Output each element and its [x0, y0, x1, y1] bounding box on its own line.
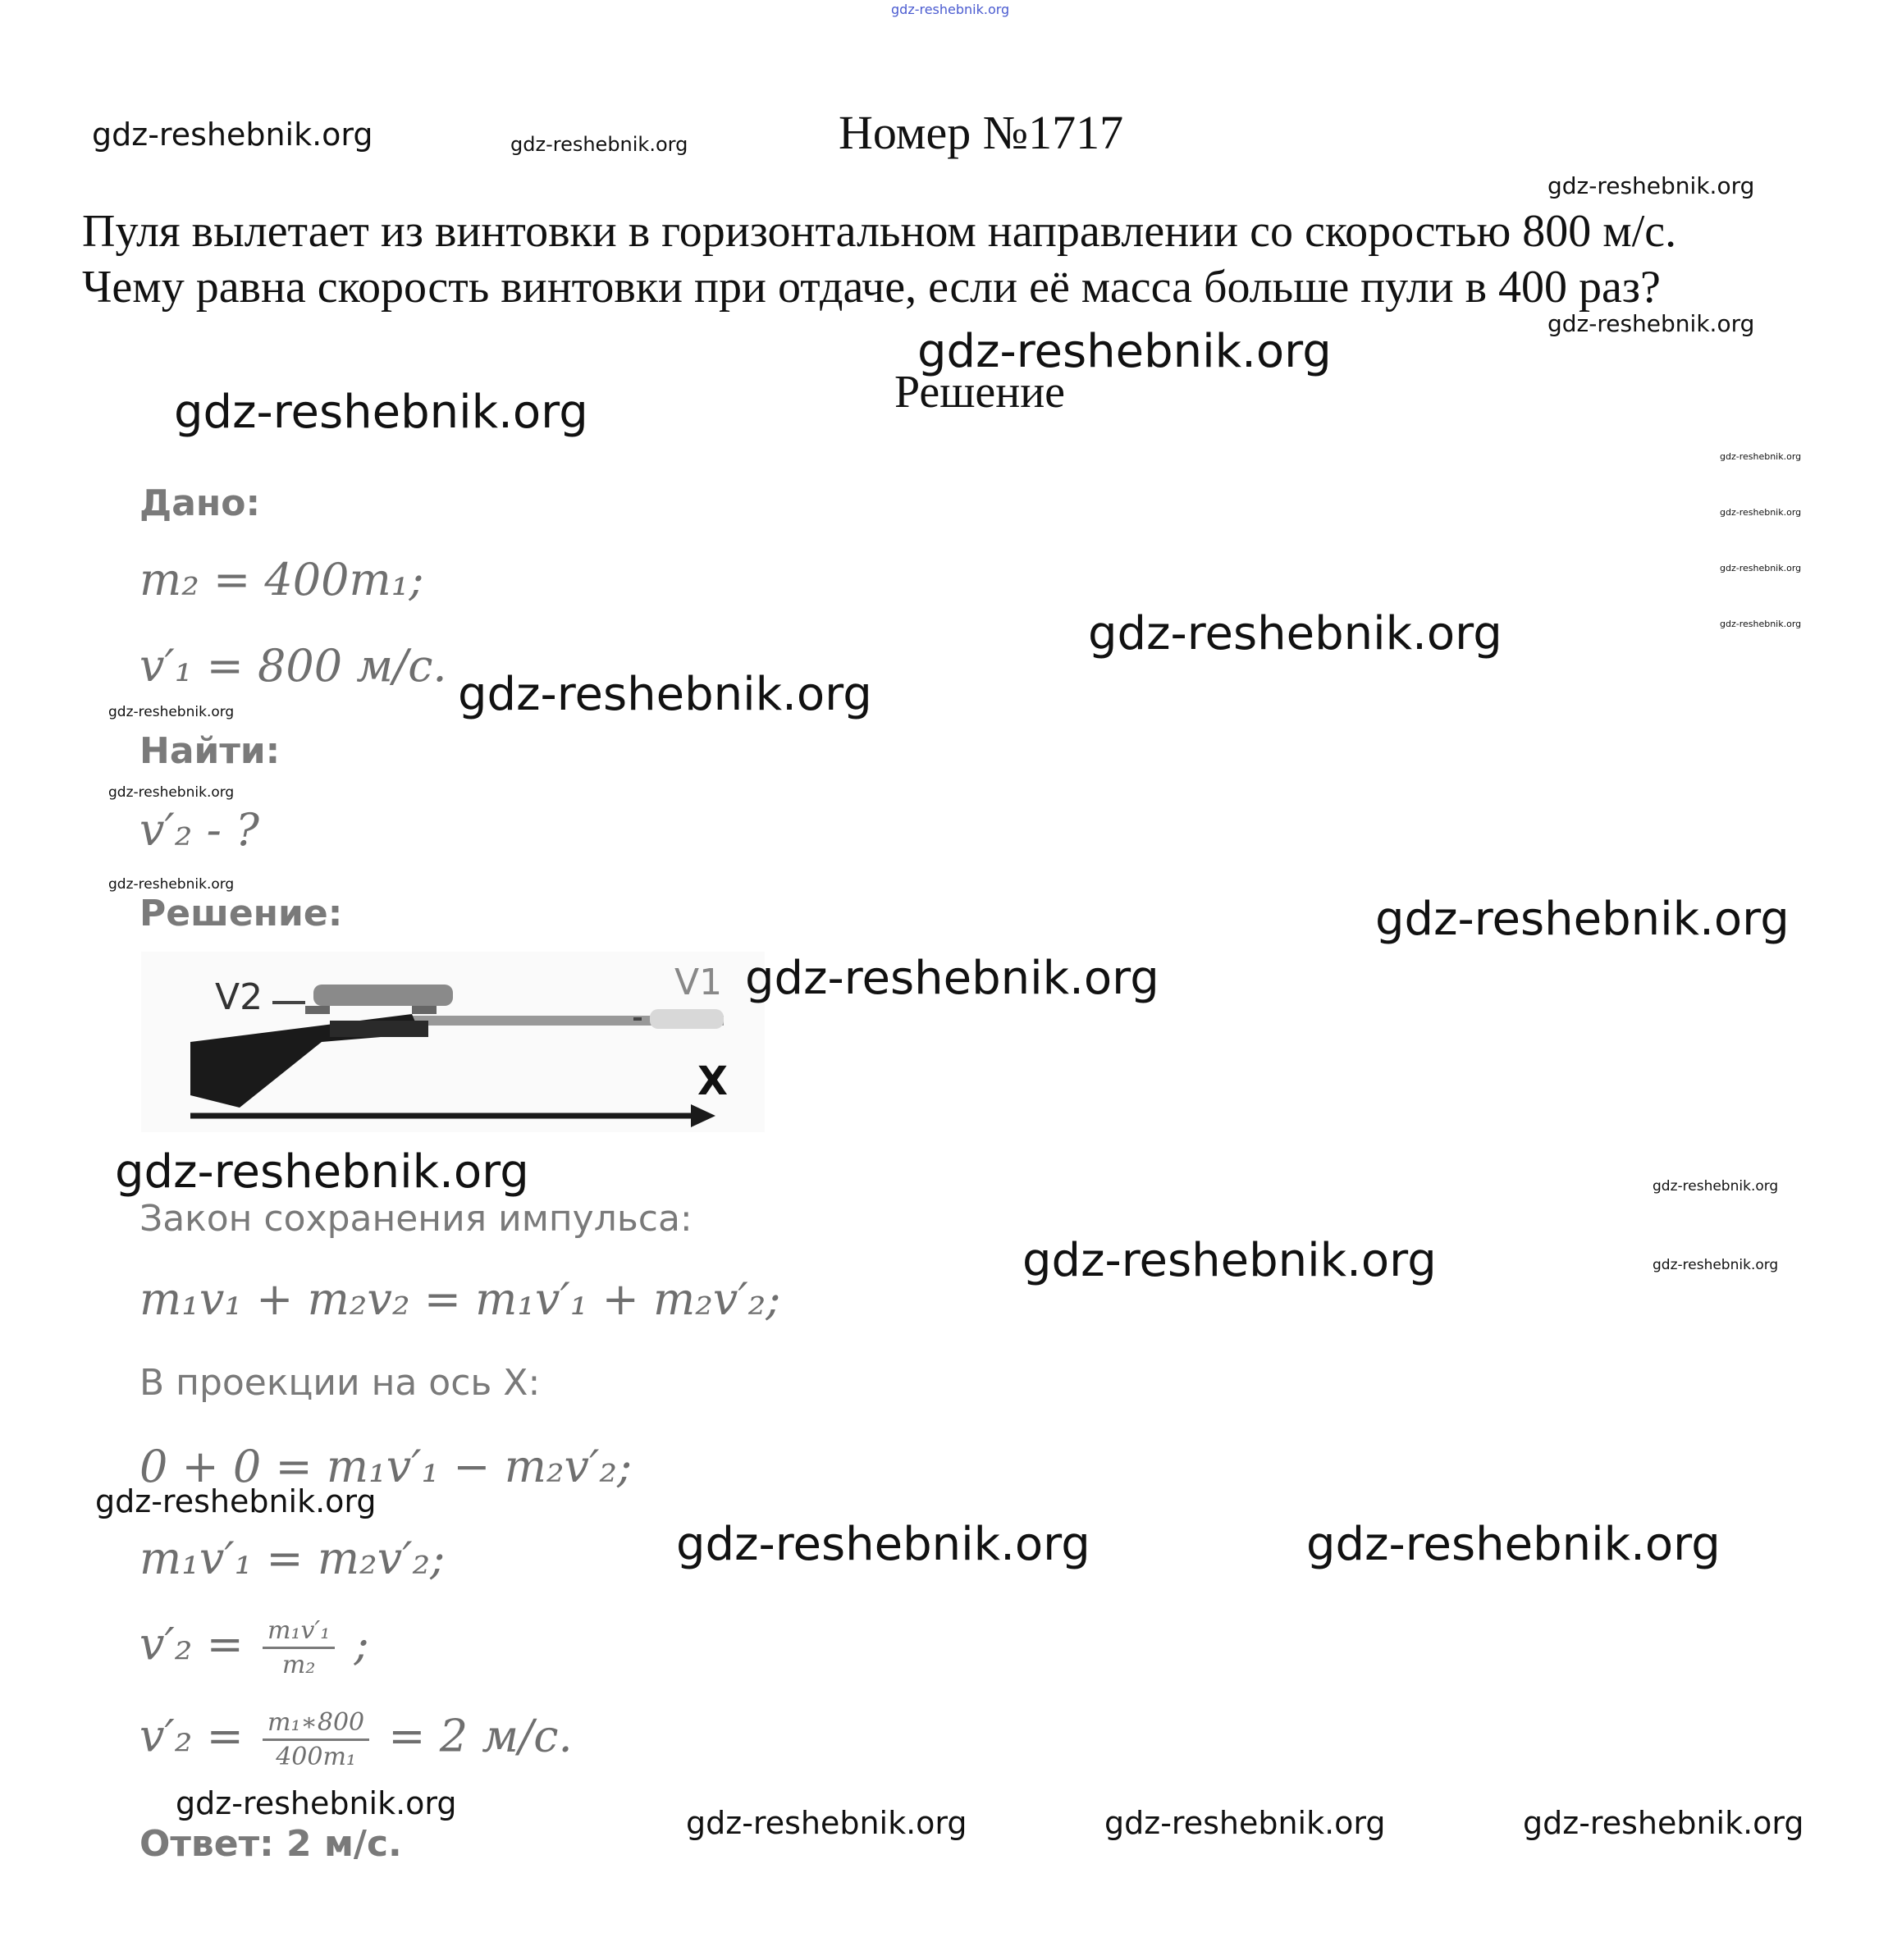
- given-eq-1: m₂ = 400m₁;: [139, 554, 424, 605]
- watermark: gdz-reshebnik.org: [1523, 1805, 1804, 1841]
- page-title: Номер №1717: [839, 106, 1124, 159]
- watermark: gdz-reshebnik.org: [108, 784, 235, 801]
- problem-line-2: Чему равна скорость винтовки при отдаче, если её масса больше пули в 400 раз?: [82, 262, 1661, 313]
- watermark: gdz-reshebnik.org: [1720, 619, 1802, 629]
- solution-label: Решение:: [139, 893, 343, 934]
- solution-heading: Решение: [894, 367, 1066, 418]
- top-watermark: gdz-reshebnik.org: [891, 2, 1010, 17]
- solution-eq-4: [139, 1616, 369, 1679]
- projection-text: В проекции на ось X:: [139, 1362, 541, 1404]
- find-eq: v′₂ - ?: [139, 804, 259, 856]
- watermark: gdz-reshebnik.org: [1653, 1178, 1779, 1195]
- watermark: gdz-reshebnik.org: [1547, 310, 1755, 337]
- eq4-lhs: v′₂ =: [139, 1618, 244, 1670]
- watermark: gdz-reshebnik.org: [1653, 1257, 1779, 1273]
- v1-label: V1: [674, 962, 723, 1003]
- solution-eq-3: m₁v′₁ = m₂v′₂;: [139, 1533, 446, 1584]
- watermark: gdz-reshebnik.org: [510, 133, 688, 156]
- eq5-denominator: 400m₁: [276, 1743, 356, 1771]
- watermark: gdz-reshebnik.org: [686, 1805, 967, 1841]
- watermark: gdz-reshebnik.org: [1022, 1234, 1437, 1287]
- watermark: gdz-reshebnik.org: [1547, 172, 1755, 199]
- eq5-lhs: v′₂ =: [139, 1710, 244, 1762]
- watermark: gdz-reshebnik.org: [1375, 893, 1790, 946]
- watermark: gdz-reshebnik.org: [745, 952, 1159, 1005]
- watermark: gdz-reshebnik.org: [1104, 1805, 1386, 1841]
- find-label: Найти:: [139, 730, 281, 772]
- watermark: gdz-reshebnik.org: [115, 1145, 529, 1199]
- given-eq-2: v′₁ = 800 м/с.: [139, 640, 447, 692]
- watermark: gdz-reshebnik.org: [108, 704, 235, 720]
- watermark: gdz-reshebnik.org: [108, 876, 235, 893]
- watermark: gdz-reshebnik.org: [1720, 507, 1802, 518]
- eq5-tail: = 2 м/с.: [388, 1710, 573, 1762]
- eq5-fraction: [263, 1708, 369, 1771]
- eq5-numerator: m₁∗800: [263, 1708, 369, 1741]
- eq4-numerator: m₁v′₁: [263, 1616, 335, 1649]
- solution-eq-2: 0 + 0 = m₁v′₁ − m₂v′₂;: [139, 1441, 633, 1492]
- watermark: gdz-reshebnik.org: [1720, 563, 1802, 573]
- bullet-shape: [650, 1009, 724, 1029]
- watermark: gdz-reshebnik.org: [1088, 607, 1502, 660]
- answer-text: Ответ: 2 м/с.: [139, 1823, 402, 1865]
- eq4-denominator: m₂: [281, 1651, 316, 1679]
- watermark: gdz-reshebnik.org: [917, 325, 1332, 378]
- eq4-tail: ;: [354, 1618, 369, 1670]
- watermark: gdz-reshebnik.org: [174, 386, 588, 439]
- eq4-fraction: [263, 1616, 335, 1679]
- watermark: gdz-reshebnik.org: [92, 117, 373, 153]
- rifle-figure: [141, 952, 765, 1132]
- watermark: gdz-reshebnik.org: [676, 1518, 1090, 1571]
- watermark: gdz-reshebnik.org: [1720, 451, 1802, 462]
- law-text: Закон сохранения импульса:: [139, 1198, 693, 1240]
- watermark: gdz-reshebnik.org: [458, 668, 872, 721]
- solution-eq-5: [139, 1708, 573, 1771]
- given-label: Дано:: [139, 482, 261, 524]
- solution-eq-1: m₁v₁ + m₂v₂ = m₁v′₁ + m₂v′₂;: [139, 1273, 781, 1325]
- rifle-scope-shape: [313, 985, 453, 1006]
- v2-label: V2: [215, 976, 263, 1018]
- watermark: gdz-reshebnik.org: [176, 1785, 457, 1821]
- watermark: gdz-reshebnik.org: [1306, 1518, 1721, 1571]
- x-axis-label: X: [697, 1058, 729, 1104]
- problem-line-1: Пуля вылетает из винтовки в горизонтальном направлении со скоростью 800 м/с.: [82, 206, 1677, 257]
- watermark: gdz-reshebnik.org: [95, 1483, 377, 1519]
